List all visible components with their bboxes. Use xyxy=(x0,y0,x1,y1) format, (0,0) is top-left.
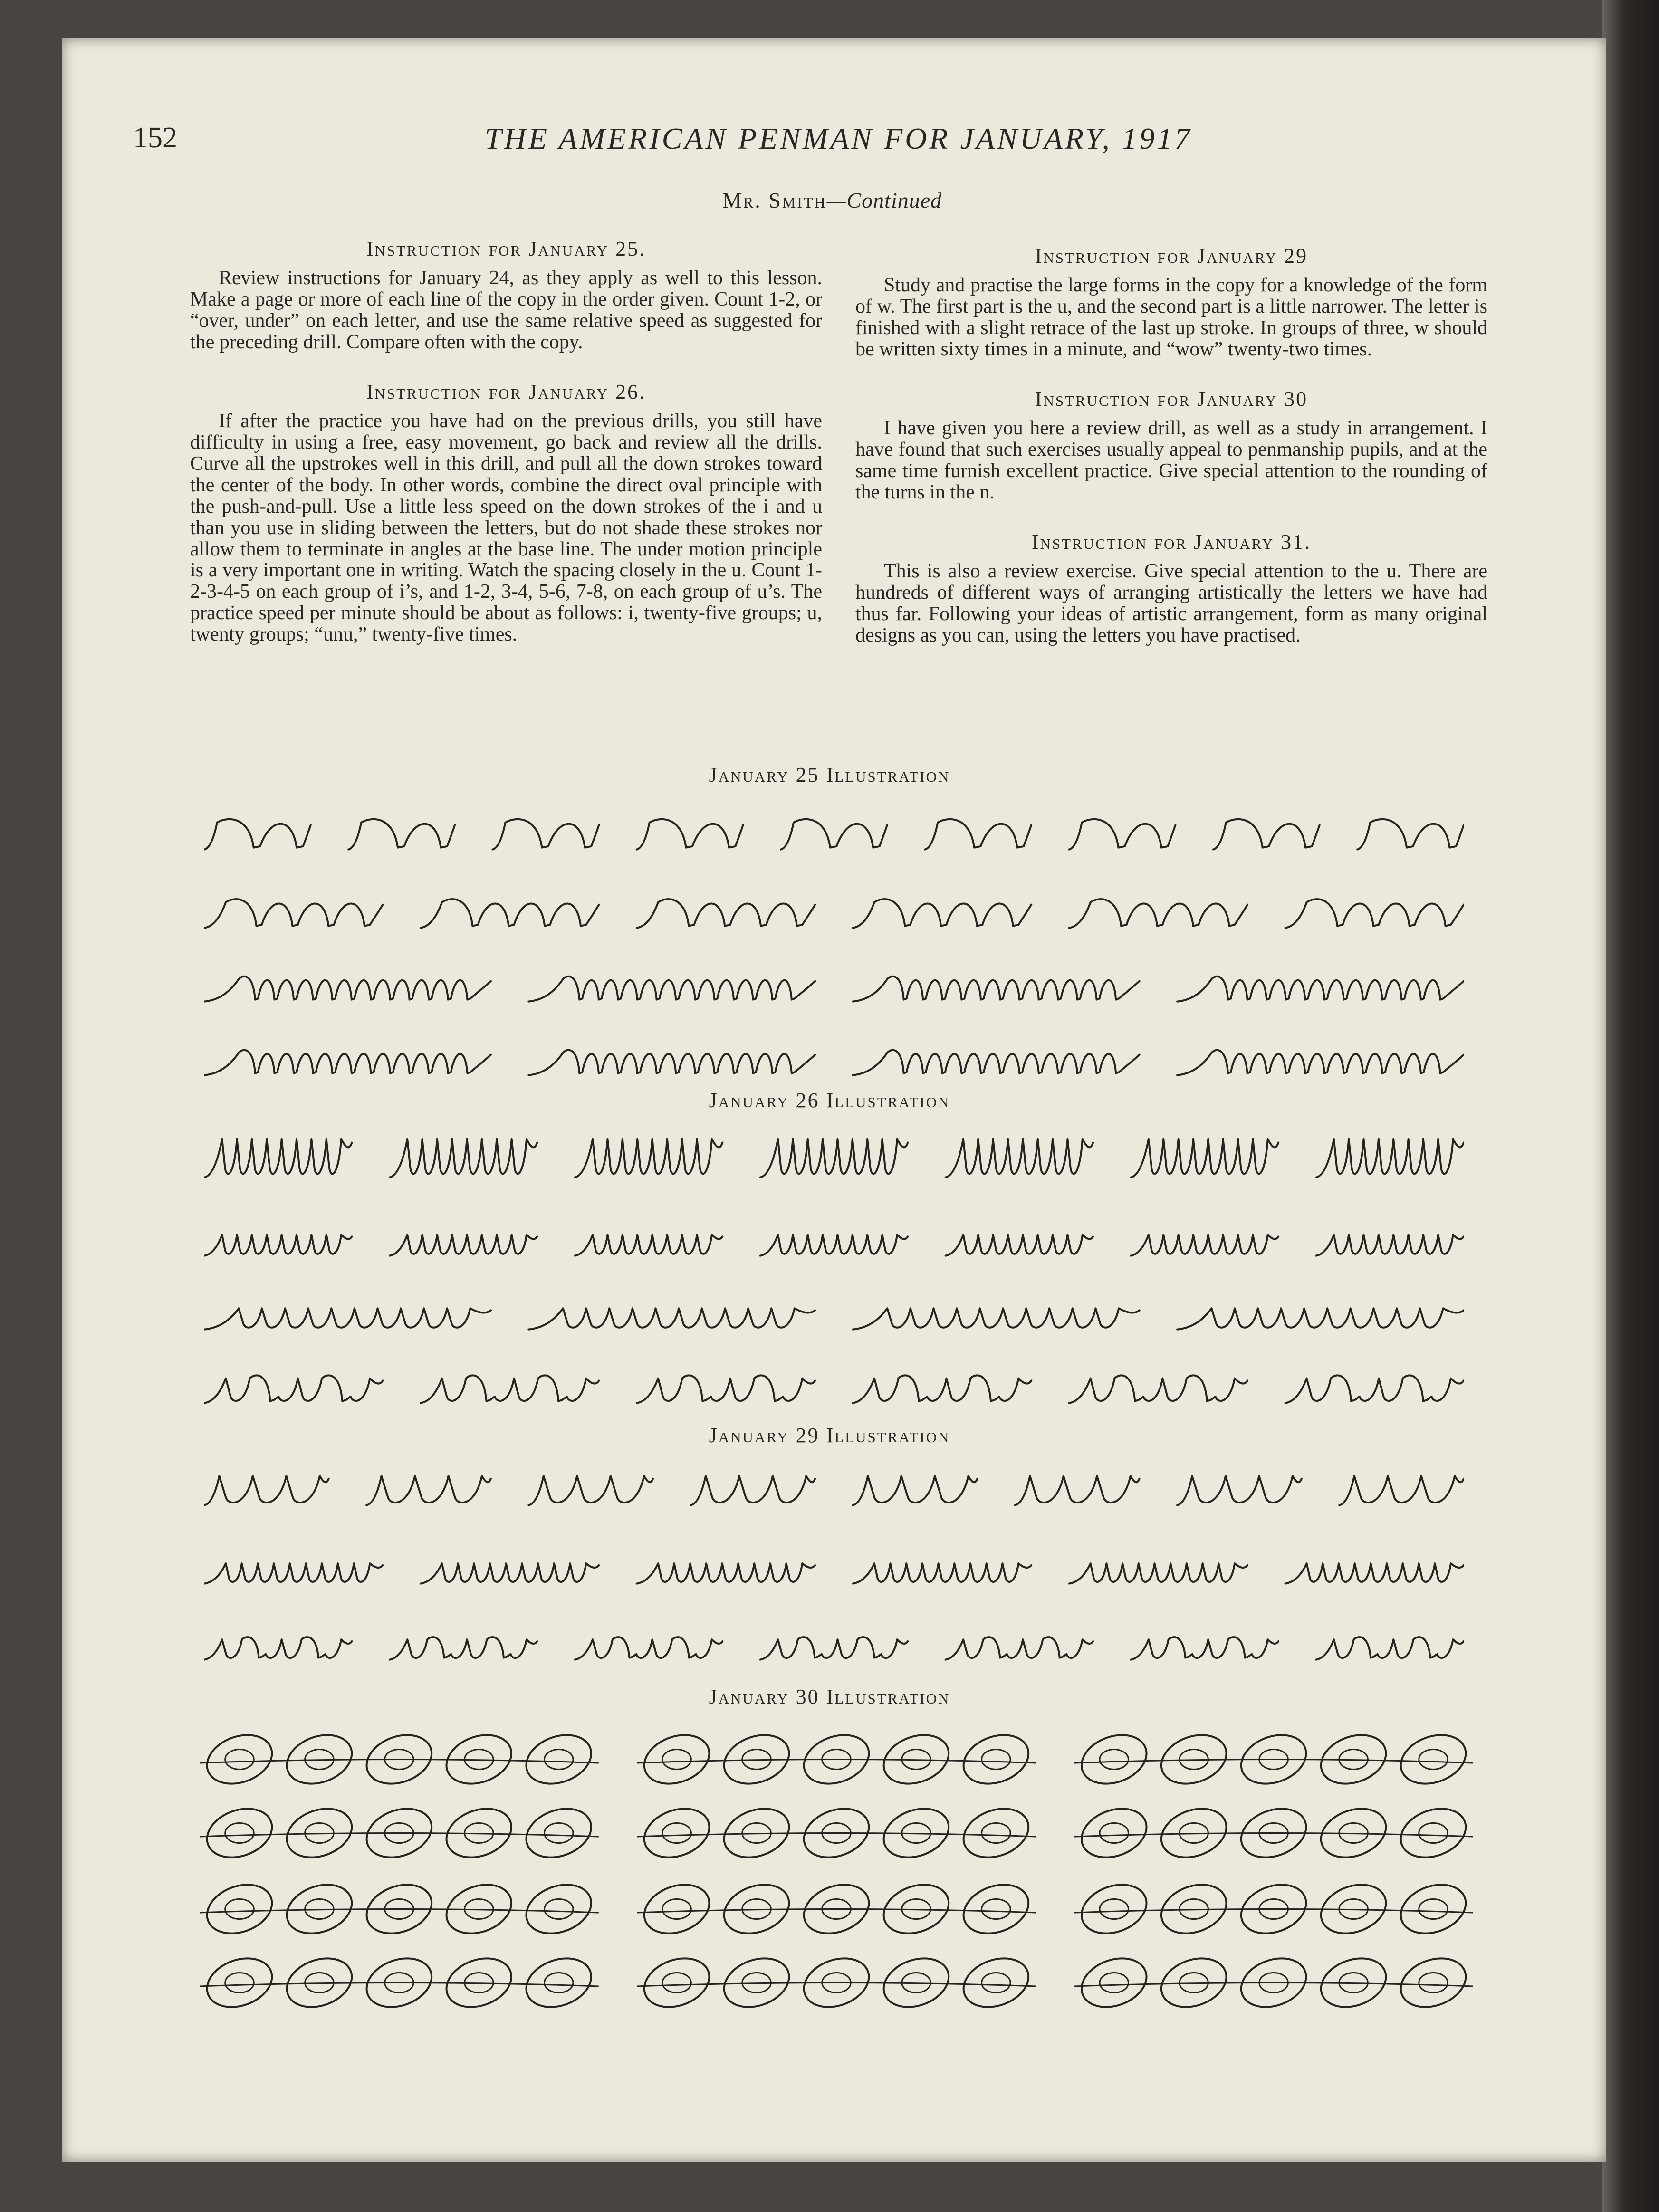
oval-stroke xyxy=(519,1800,598,1865)
script-letter-group xyxy=(1177,1308,1464,1329)
oval-stroke xyxy=(637,1876,716,1941)
script-letter-group xyxy=(1285,1375,1464,1403)
paragraph-jan29: Study and practise the large forms in the copy for a knowledge of the form of w. The first part is the u, and the second part is a little narrower. The letter is finished with a slight retrace of the last up stroke. In groups of three, w should be written sixty times in a minute, and “wow” twenty-two times. xyxy=(855,274,1487,360)
inner-oval-stroke xyxy=(225,1899,254,1919)
script-letter-group xyxy=(760,1139,908,1178)
script-letter-group xyxy=(691,1476,815,1505)
script-letter-group xyxy=(421,899,599,928)
script-row-5 xyxy=(204,1131,1464,1188)
script-letter-group xyxy=(1316,1637,1464,1659)
paragraph-jan25: Review instructions for January 24, as they apply as well to this lesson. Make a page or more of each line of the copy in the order given. Count 1-2, or “over, under” on each letter, and use the same relative speed as suggested for the preceding drill. Compare often with the copy. xyxy=(190,267,822,353)
heading-jan31: Instruction for January 31. xyxy=(1031,530,1312,554)
script-row-15 xyxy=(200,1944,1473,2015)
oval-stroke xyxy=(957,1950,1035,2015)
inner-oval-stroke xyxy=(982,1823,1010,1843)
script-letter-group xyxy=(204,899,383,928)
oval-drill-group xyxy=(637,1726,1036,1791)
script-letter-group xyxy=(925,819,1031,850)
running-head: THE AMERICAN PENMAN FOR JANUARY, 1917 xyxy=(485,122,1192,155)
oval-drill-group xyxy=(200,1726,599,1791)
script-letter-group xyxy=(637,899,815,928)
script-letter-group xyxy=(493,819,599,850)
oval-drill-group xyxy=(200,1800,599,1865)
script-letter-group xyxy=(760,1637,908,1659)
oval-stroke xyxy=(957,1800,1035,1865)
script-letter-group xyxy=(1131,1139,1278,1178)
connecting-stroke xyxy=(1074,1909,1473,1913)
script-letter-group xyxy=(204,1308,491,1329)
oval-drill-group xyxy=(1074,1950,1473,2015)
script-letter-group xyxy=(1069,819,1176,850)
inner-oval-stroke xyxy=(982,1973,1010,1993)
inner-oval-stroke xyxy=(662,1750,691,1770)
oval-drill-group xyxy=(637,1876,1036,1941)
script-letter-group xyxy=(575,1235,722,1255)
script-letter-group xyxy=(1177,977,1464,1002)
connecting-stroke xyxy=(1074,1833,1473,1837)
script-letter-group xyxy=(204,1563,383,1583)
connecting-stroke xyxy=(200,1833,599,1837)
inner-oval-stroke xyxy=(1419,1973,1448,1993)
connecting-stroke xyxy=(637,1983,1036,1987)
oval-stroke xyxy=(1394,1950,1472,2015)
oval-stroke xyxy=(637,1950,716,2015)
script-letter-group xyxy=(1316,1235,1464,1255)
script-letter-group xyxy=(348,819,455,850)
oval-drill-group xyxy=(637,1950,1036,2015)
oval-drill-group xyxy=(637,1800,1036,1865)
script-letter-group xyxy=(1069,1563,1247,1583)
script-letter-group xyxy=(204,1637,352,1659)
script-letter-group xyxy=(1177,1476,1302,1505)
inner-oval-stroke xyxy=(1419,1823,1448,1843)
oval-drill-group xyxy=(1074,1876,1473,1941)
script-letter-group xyxy=(1285,1563,1464,1583)
oval-stroke xyxy=(1394,1726,1472,1791)
script-letter-group xyxy=(1177,1050,1464,1075)
script-letter-group xyxy=(204,1235,352,1255)
heading-jan29: Instruction for January 29 xyxy=(1035,244,1308,268)
script-row-7 xyxy=(204,1283,1464,1340)
caption-jan30-illustration: January 30 Illustration xyxy=(709,1685,950,1708)
script-letter-group xyxy=(575,1139,722,1178)
script-letter-group xyxy=(853,1476,978,1505)
oval-stroke xyxy=(637,1800,716,1865)
script-letter-group xyxy=(946,1235,1093,1255)
oval-stroke xyxy=(200,1726,278,1791)
inner-oval-stroke xyxy=(1419,1750,1448,1770)
inner-oval-stroke xyxy=(545,1823,573,1843)
section-continued xyxy=(722,188,942,213)
script-row-2 xyxy=(204,881,1464,938)
script-row-13 xyxy=(200,1794,1473,1865)
script-letter-group xyxy=(760,1235,908,1255)
script-row-9 xyxy=(204,1459,1464,1516)
script-letter-group xyxy=(204,1375,383,1403)
oval-stroke xyxy=(519,1950,598,2015)
oval-stroke xyxy=(519,1726,598,1791)
script-letter-group xyxy=(946,1139,1093,1178)
script-letter-group xyxy=(853,1308,1140,1329)
script-letter-group xyxy=(528,977,815,1002)
oval-stroke xyxy=(957,1876,1035,1941)
script-letter-group xyxy=(1131,1235,1278,1255)
script-row-14 xyxy=(200,1870,1473,1941)
inner-oval-stroke xyxy=(1100,1973,1128,1993)
oval-stroke xyxy=(1394,1800,1472,1865)
script-letter-group xyxy=(1316,1139,1464,1178)
script-letter-group xyxy=(204,819,311,850)
oval-drill-group xyxy=(200,1876,599,1941)
script-letter-group xyxy=(421,1563,599,1583)
oval-stroke xyxy=(200,1950,278,2015)
script-row-10 xyxy=(204,1537,1464,1594)
continued-label: —Continued xyxy=(826,188,942,212)
oval-stroke xyxy=(200,1876,278,1941)
inner-oval-stroke xyxy=(1100,1750,1128,1770)
script-letter-group xyxy=(1339,1476,1464,1505)
inner-oval-stroke xyxy=(1100,1823,1128,1843)
inner-oval-stroke xyxy=(545,1899,573,1919)
connecting-stroke xyxy=(200,1983,599,1987)
script-row-4 xyxy=(204,1029,1464,1086)
script-letter-group xyxy=(1069,1375,1247,1403)
heading-jan30: Instruction for January 30 xyxy=(1035,387,1308,411)
connecting-stroke xyxy=(200,1760,599,1763)
inner-oval-stroke xyxy=(662,1899,691,1919)
caption-jan29-illustration: January 29 Illustration xyxy=(709,1424,950,1447)
inner-oval-stroke xyxy=(662,1973,691,1993)
oval-drill-group xyxy=(1074,1800,1473,1865)
inner-oval-stroke xyxy=(1100,1899,1128,1919)
inner-oval-stroke xyxy=(225,1973,254,1993)
caption-jan26-illustration: January 26 Illustration xyxy=(709,1089,950,1112)
script-letter-group xyxy=(637,819,743,850)
script-letter-group xyxy=(390,1235,537,1255)
script-letter-group xyxy=(421,1375,599,1403)
script-letter-group xyxy=(204,1476,329,1505)
script-letter-group xyxy=(1015,1476,1140,1505)
script-letter-group xyxy=(390,1139,537,1178)
inner-oval-stroke xyxy=(662,1823,691,1843)
script-letter-group xyxy=(1069,899,1247,928)
inner-oval-stroke xyxy=(1419,1899,1448,1919)
oval-drill-group xyxy=(200,1950,599,2015)
left-column xyxy=(190,238,822,673)
connecting-stroke xyxy=(637,1760,1036,1763)
oval-stroke xyxy=(1394,1876,1472,1941)
caption-jan25-illustration: January 25 Illustration xyxy=(709,763,950,786)
script-letter-group xyxy=(1213,819,1320,850)
script-letter-group xyxy=(204,1050,491,1075)
inner-oval-stroke xyxy=(545,1973,573,1993)
oval-stroke xyxy=(957,1726,1035,1791)
paragraph-jan30: I have given you here a review drill, as well as a study in arrangement. I have found that such exercises usually appeal to penmanship pupils, and at the same time furnish excellent practice. Give special attention to the rounding of the turns in the n. xyxy=(855,417,1487,503)
script-letter-group xyxy=(637,1563,815,1583)
connecting-stroke xyxy=(1074,1760,1473,1763)
oval-stroke xyxy=(637,1726,716,1791)
oval-stroke xyxy=(1075,1876,1153,1941)
heading-jan25: Instruction for January 25. xyxy=(366,237,646,260)
oval-drill-group xyxy=(1074,1726,1473,1791)
inner-oval-stroke xyxy=(982,1750,1010,1770)
oval-stroke xyxy=(1075,1800,1153,1865)
script-row-6 xyxy=(204,1209,1464,1266)
script-letter-group xyxy=(1285,899,1464,928)
script-letter-group xyxy=(853,977,1140,1002)
script-letter-group xyxy=(853,1050,1140,1075)
script-letter-group xyxy=(781,819,887,850)
inner-oval-stroke xyxy=(982,1899,1010,1919)
oval-stroke xyxy=(200,1800,278,1865)
oval-stroke xyxy=(519,1876,598,1941)
script-row-8 xyxy=(204,1357,1464,1414)
connecting-stroke xyxy=(200,1909,599,1913)
connecting-stroke xyxy=(1074,1983,1473,1987)
connecting-stroke xyxy=(637,1833,1036,1837)
script-row-12 xyxy=(200,1720,1473,1791)
script-letter-group xyxy=(946,1637,1093,1659)
script-letter-group xyxy=(1131,1637,1278,1659)
script-letter-group xyxy=(366,1476,491,1505)
script-row-3 xyxy=(204,955,1464,1012)
oval-stroke xyxy=(1075,1950,1153,2015)
paragraph-jan31: This is also a review exercise. Give special attention to the u. There are hundreds of different ways of arranging artistically the letters we have had thus far. Following your ideas of artistic arrangement, form as many original designs as you can, using the letters you have practised. xyxy=(855,560,1487,646)
right-column xyxy=(855,245,1487,673)
script-letter-group xyxy=(1357,819,1464,850)
script-row-11 xyxy=(204,1613,1464,1670)
inner-oval-stroke xyxy=(225,1750,254,1770)
script-letter-group xyxy=(528,1476,653,1505)
script-letter-group xyxy=(637,1375,815,1403)
script-letter-group xyxy=(853,899,1031,928)
connecting-stroke xyxy=(637,1909,1036,1913)
author-name: Mr. Smith xyxy=(722,188,827,212)
script-letter-group xyxy=(575,1637,722,1659)
inner-oval-stroke xyxy=(225,1823,254,1843)
script-letter-group xyxy=(204,1139,352,1178)
script-letter-group xyxy=(853,1563,1031,1583)
script-letter-group xyxy=(528,1308,815,1329)
oval-stroke xyxy=(1075,1726,1153,1791)
script-letter-group xyxy=(204,977,491,1002)
script-letter-group xyxy=(390,1637,537,1659)
heading-jan26: Instruction for January 26. xyxy=(366,380,646,403)
inner-oval-stroke xyxy=(545,1750,573,1770)
script-row-1 xyxy=(204,803,1464,860)
page-number: 152 xyxy=(133,122,177,154)
script-letter-group xyxy=(853,1375,1031,1403)
script-letter-group xyxy=(528,1050,815,1075)
paragraph-jan26: If after the practice you have had on the previous drills, you still have difficulty in using a free, easy movement, go back and review all the drills. Curve all the upstrokes well in this drill, and pull all the down strokes toward the center of the body. In other words, combine the direct oval principle with the push-and-pull. Use a little less speed on the down strokes of the i and u than you use in sliding between the letters, but do not shade these strokes nor allow them to terminate in angles at the base line. The under motion principle is a very important one in writing. Watch the spacing closely in the u. Count 1-2-3-4-5 on each group of i’s, and 1-2, 3-4, 5-6, 7-8, on each group of u’s. The practice speed per minute should be about as follows: i, twenty-five groups; u, twenty groups; “unu,” twenty-five times. xyxy=(190,410,822,646)
